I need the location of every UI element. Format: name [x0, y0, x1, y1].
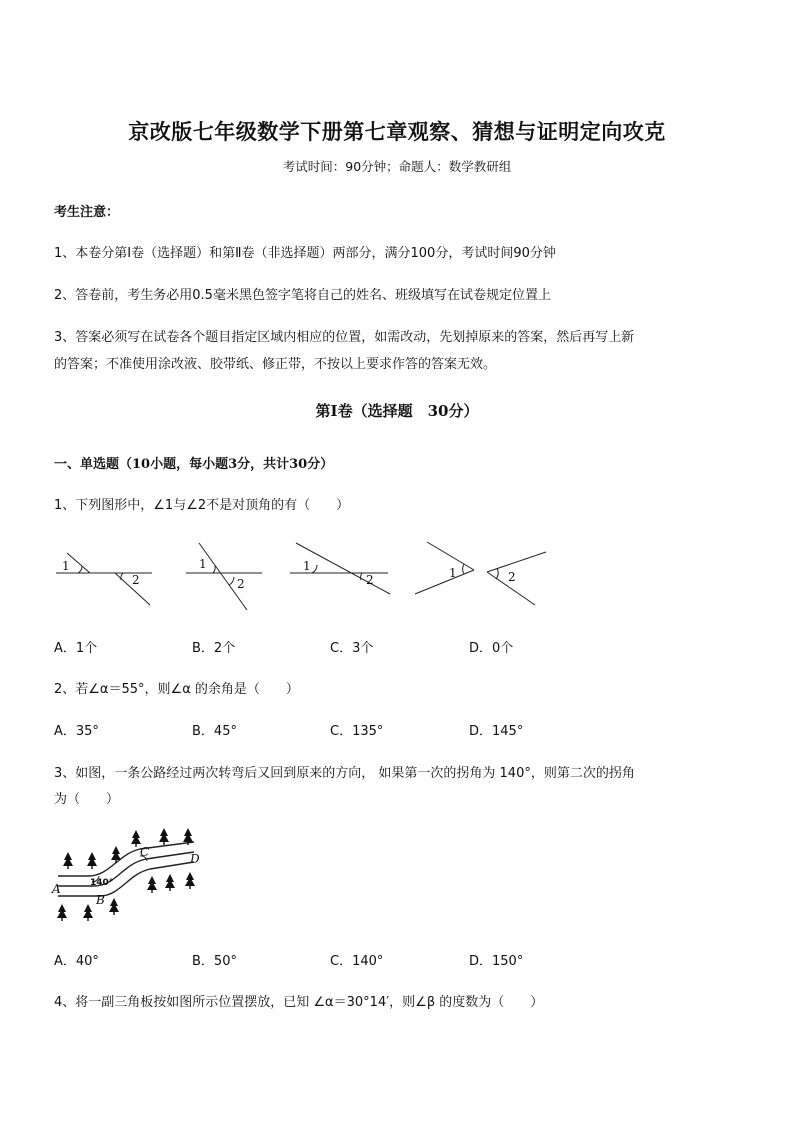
fig5-angle2-label: 2 — [508, 570, 516, 584]
road-label-b: B — [96, 893, 105, 907]
question-2-text: 2、若∠α＝55°，则∠α 的余角是（ ） — [54, 682, 299, 697]
question-2-option-d[interactable]: D．145° — [469, 724, 524, 739]
question-3-text-line2: 为（ ） — [54, 792, 120, 807]
fig3-angle2-label: 2 — [366, 573, 374, 587]
fig4-angle1-label: 1 — [449, 566, 457, 580]
notice-item-2: 2、答卷前，考生务必用0.5毫米黑色签字笔将自己的姓名、班级填写在试卷规定位置上 — [54, 288, 551, 303]
question-1-option-b[interactable]: B．2个 — [192, 641, 236, 656]
notice-item-1: 1、本卷分第Ⅰ卷（选择题）和第Ⅱ卷（非选择题）两部分，满分100分，考试时间90分钟 — [54, 246, 556, 261]
fig1-angle2-label: 2 — [132, 573, 140, 587]
question-1-option-a[interactable]: A．1个 — [54, 641, 98, 656]
fig2-angle1-label: 1 — [199, 557, 207, 571]
fig2-angle2-label: 2 — [237, 577, 245, 591]
notice-heading: 考生注意： — [54, 205, 120, 220]
question-1-option-d[interactable]: D．0个 — [469, 641, 514, 656]
question-3-text-line1: 3、如图，一条公路经过两次转弯后又回到原来的方向， 如果第一次的拐角为 140°，则第二次的拐角 — [54, 766, 635, 781]
tree-icons — [57, 828, 195, 921]
question-3-option-a[interactable]: A．40° — [54, 954, 99, 969]
section-title: 第Ⅰ卷（选择题 30分） — [315, 402, 479, 420]
fig3-angle1-label: 1 — [303, 559, 311, 573]
part-heading: 一、单选题（10小题，每小题3分，共计30分） — [54, 457, 334, 472]
question-3-option-c[interactable]: C．140° — [330, 954, 384, 969]
question-2-option-b[interactable]: B．45° — [192, 724, 237, 739]
road-label-d: D — [190, 852, 200, 866]
fig1-angle1-label: 1 — [62, 559, 70, 573]
question-1-option-c[interactable]: C．3个 — [330, 641, 374, 656]
notice-item-3: 3、答案必须写在试卷各个题目指定区域内相应的位置，如需改动，先划掉原来的答案，然后再写上新 — [54, 330, 635, 345]
question-1-text: 1、下列图形中，∠1与∠2不是对顶角的有（ ） — [54, 498, 350, 513]
question-2-option-a[interactable]: A．35° — [54, 724, 99, 739]
exam-info: 考试时间：90分钟；命题人：数学教研组 — [282, 159, 512, 174]
road-label-a: A — [52, 882, 61, 896]
notice-item-3-cont: 的答案；不准使用涂改液、胶带纸、修正带，不按以上要求作答的答案无效。 — [54, 357, 497, 372]
question-3-option-b[interactable]: B．50° — [192, 954, 237, 969]
question-4-text: 4、将一副三角板按如图所示位置摆放，已知 ∠α＝30°14′，则∠β 的度数为（ ） — [54, 995, 544, 1010]
page-title: 京改版七年级数学下册第七章观察、猜想与证明定向攻克 — [128, 119, 666, 144]
question-3-option-d[interactable]: D．150° — [469, 954, 524, 969]
road-angle-label: 140° — [90, 878, 114, 888]
question-2-option-c[interactable]: C．135° — [330, 724, 384, 739]
road-label-c: C — [140, 845, 150, 859]
